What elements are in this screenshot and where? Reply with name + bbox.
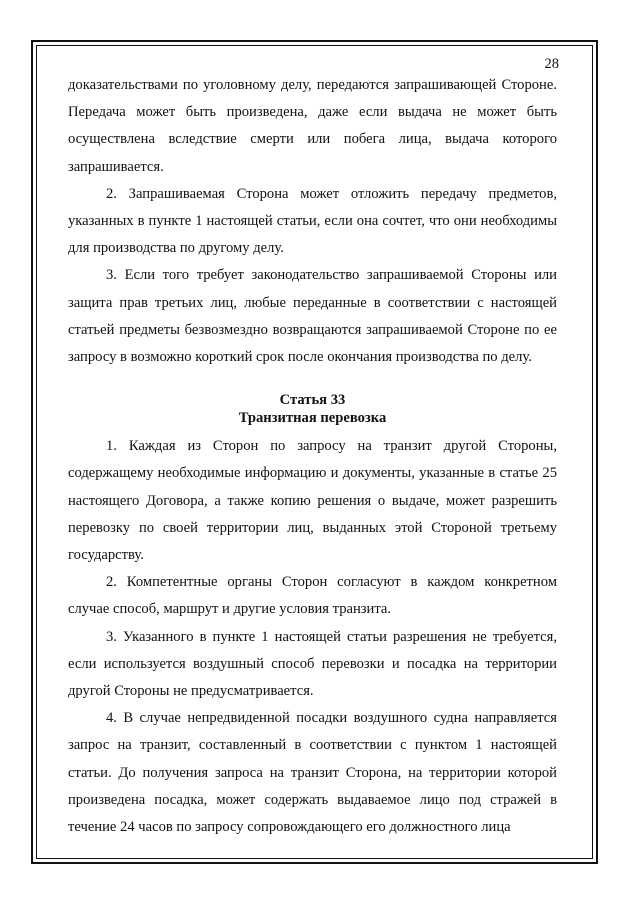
paragraph-3: 3. Если того требует законодательство запрашиваемой Стороны или защита прав третьих лиц, любые переданные в соответствии с настоящей статьей предметы безвозмездно возвращаются запрашиваемой Стороне по ее запросу в возможно короткий срок после окончания производства по делу. [68,267,557,366]
article-number: Статья 33 [279,392,346,409]
paragraph-2: 2. Запрашиваемая Сторона может отложить передачу предметов, указанных в пункте 1 настоящей статьи, если она сочтет, что они необходимы для производства по другому делу. [68,185,557,257]
article-paragraph-3: 3. Указанного в пункте 1 настоящей статьи разрешения не требуется, если используется воздушный способ перевозки и посадка на территории другой Стороны не предусматривается. [68,628,557,700]
article-paragraph-2: 2. Компетентные органы Сторон согласуют в каждом конкретном случае способ, маршрут и другие условия транзита. [68,574,557,618]
article-paragraph-4: 4. В случае непредвиденной посадки воздушного судна направляется запрос на транзит, составленный в соответствии с пунктом 1 настоящей статьи. До получения запроса на транзит Сторона, на территории которой произведена посадка, может содержать выдаваемое лицо под стражей в течение 24 часов по запросу сопровождающего его должностного лица [68,710,557,836]
paragraph-continuation: доказательствами по уголовному делу, передаются запрашивающей Стороне. Передача может быть произведена, даже если выдача не может быть осуществлена вследствие смерти или побега лица, выдача которого запрашивается. [68,77,557,175]
article-paragraph-1: 1. Каждая из Сторон по запросу на транзит другой Стороны, содержащему необходимые информацию и документы, указанные в статье 25 настоящего Договора, а также копию решения о выдаче, может разрешить перевозку по своей территории лиц, выданных этой Стороной третьему государству. [68,438,557,564]
article-title: Транзитная перевозка [238,410,387,427]
article-heading [68,391,557,427]
page-number: 28 [544,56,559,72]
document-body [68,72,557,841]
